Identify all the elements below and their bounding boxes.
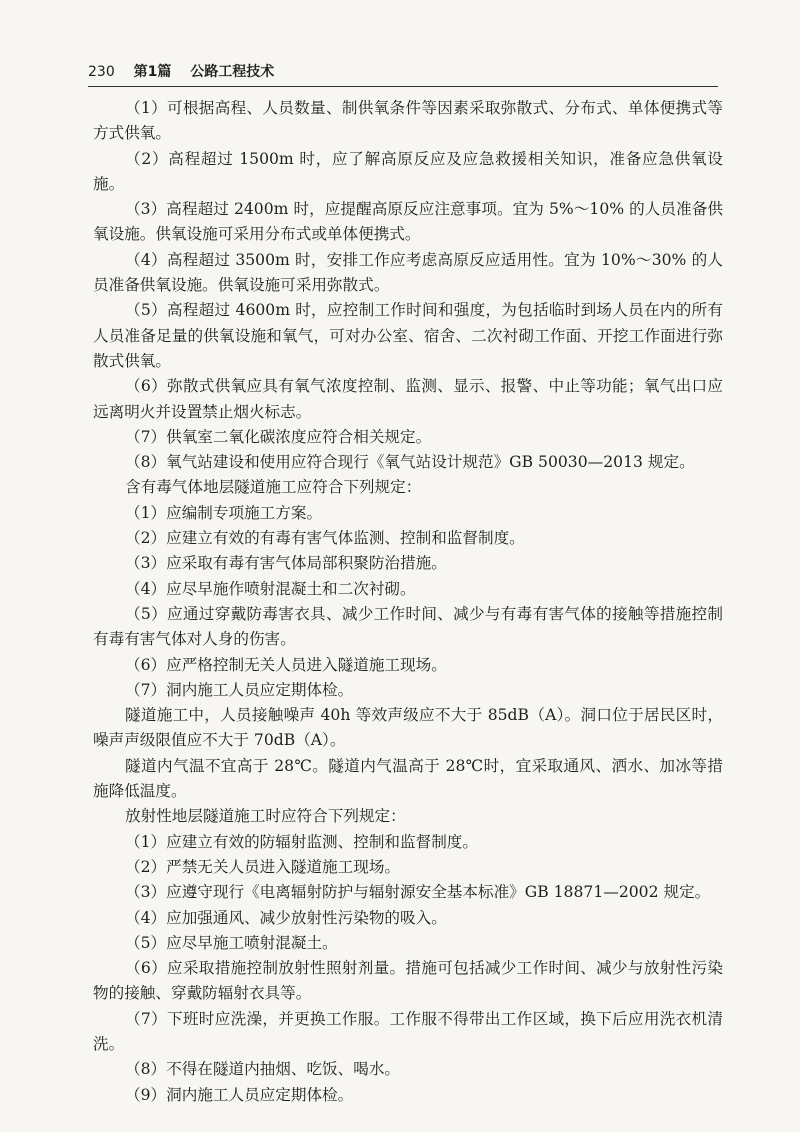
running-header	[88, 58, 718, 87]
paragraph: （3）高程超过 2400m 时，应提醒高原反应注意事项。宜为 5%～10% 的人员准备供氧设施。供氧设施可采用分布式或单体便携式。	[93, 200, 723, 244]
page-number: 230	[88, 64, 115, 80]
paragraph: （7）洞内施工人员应定期体检。	[125, 680, 354, 699]
paragraph: （4）应加强通风、减少放射性污染物的吸入。	[125, 908, 447, 927]
paragraph: （6）应严格控制无关人员进入隧道施工现场。	[125, 655, 447, 674]
paragraph: （2）应建立有效的有毒有害气体监测、控制和监督制度。	[125, 529, 525, 548]
paragraph: （4）应尽早施作喷射混凝土和二次衬砌。	[125, 579, 416, 598]
paragraph: （1）应建立有效的防辐射监测、控制和监督制度。	[125, 832, 478, 851]
paragraph: （1）应编制专项施工方案。	[125, 503, 323, 522]
paragraph: （1）可根据高程、人员数量、制供氧条件等因素采取弥散式、分布式、单体便携式等方式供氧。	[93, 99, 723, 143]
paragraph: （5）应尽早施工喷射混凝土。	[125, 933, 338, 952]
paragraph: （3）应采取有毒有害气体局部积聚防治措施。	[125, 554, 447, 573]
paragraph: （2）高程超过 1500m 时，应了解高原反应及应急救援相关知识，准备应急供氧设施。	[93, 149, 723, 193]
paragraph: （9）洞内施工人员应定期体检。	[125, 1085, 354, 1104]
paragraph: （2）严禁无关人员进入隧道施工现场。	[125, 857, 401, 876]
paragraph: （8）不得在隧道内抽烟、吃饭、喝水。	[125, 1060, 401, 1079]
paragraph: （4）高程超过 3500m 时，安排工作应考虑高原反应适用性。宜为 10%～30% 的人员准备供氧设施。供氧设施可采用弥散式。	[93, 250, 723, 295]
paragraph: （5）高程超过 4600m 时，应控制工作时间和强度，为包括临时到场人员在内的所有人员准备足量的供氧设施和氧气，可对办公室、宿舍、二次衬砌工作面、开挖工作面进行弥散式供氧。	[93, 301, 723, 370]
header-title: 公路工程技术	[190, 64, 275, 80]
paragraph: 含有毒气体地层隧道施工应符合下列规定：	[125, 478, 422, 497]
paragraph: （3）应遵守现行《电离辐射防护与辐射源安全基本标准》GB 18871—2002 规定。	[125, 883, 711, 902]
paragraph: （6）应采取措施控制放射性照射剂量。措施可包括减少工作时间、减少与放射性污染物的接触、穿戴防辐射衣具等。	[93, 959, 723, 1003]
body-text	[93, 96, 723, 1108]
paragraph: 放射性地层隧道施工时应符合下列规定：	[125, 807, 406, 826]
paragraph: （8）氧气站建设和使用应符合现行《氧气站设计规范》GB 50030—2013 规定。	[125, 453, 695, 472]
part-label: 第1篇	[133, 64, 172, 80]
paragraph: （7）下班时应洗澡，并更换工作服。工作服不得带出工作区域，换下后应用洗衣机清洗。	[93, 1009, 723, 1053]
paragraph: 隧道内气温不宜高于 28℃。隧道内气温高于 28℃时，宜采取通风、洒水、加冰等措施降低温度。	[93, 756, 723, 801]
paragraph: 隧道施工中，人员接触噪声 40h 等效声级应不大于 85dB（A）。洞口位于居民区时，噪声声级限值应不大于 70dB（A）。	[93, 706, 723, 750]
paragraph: （7）供氧室二氧化碳浓度应符合相关规定。	[125, 427, 432, 446]
paragraph: （6）弥散式供氧应具有氧气浓度控制、监测、显示、报警、中止等功能；氧气出口应远离明火并设置禁止烟火标志。	[93, 377, 723, 421]
paragraph: （5）应通过穿戴防毒害衣具、减少工作时间、减少与有毒有害气体的接触等措施控制有毒有害气体对人身的伤害。	[93, 604, 723, 649]
